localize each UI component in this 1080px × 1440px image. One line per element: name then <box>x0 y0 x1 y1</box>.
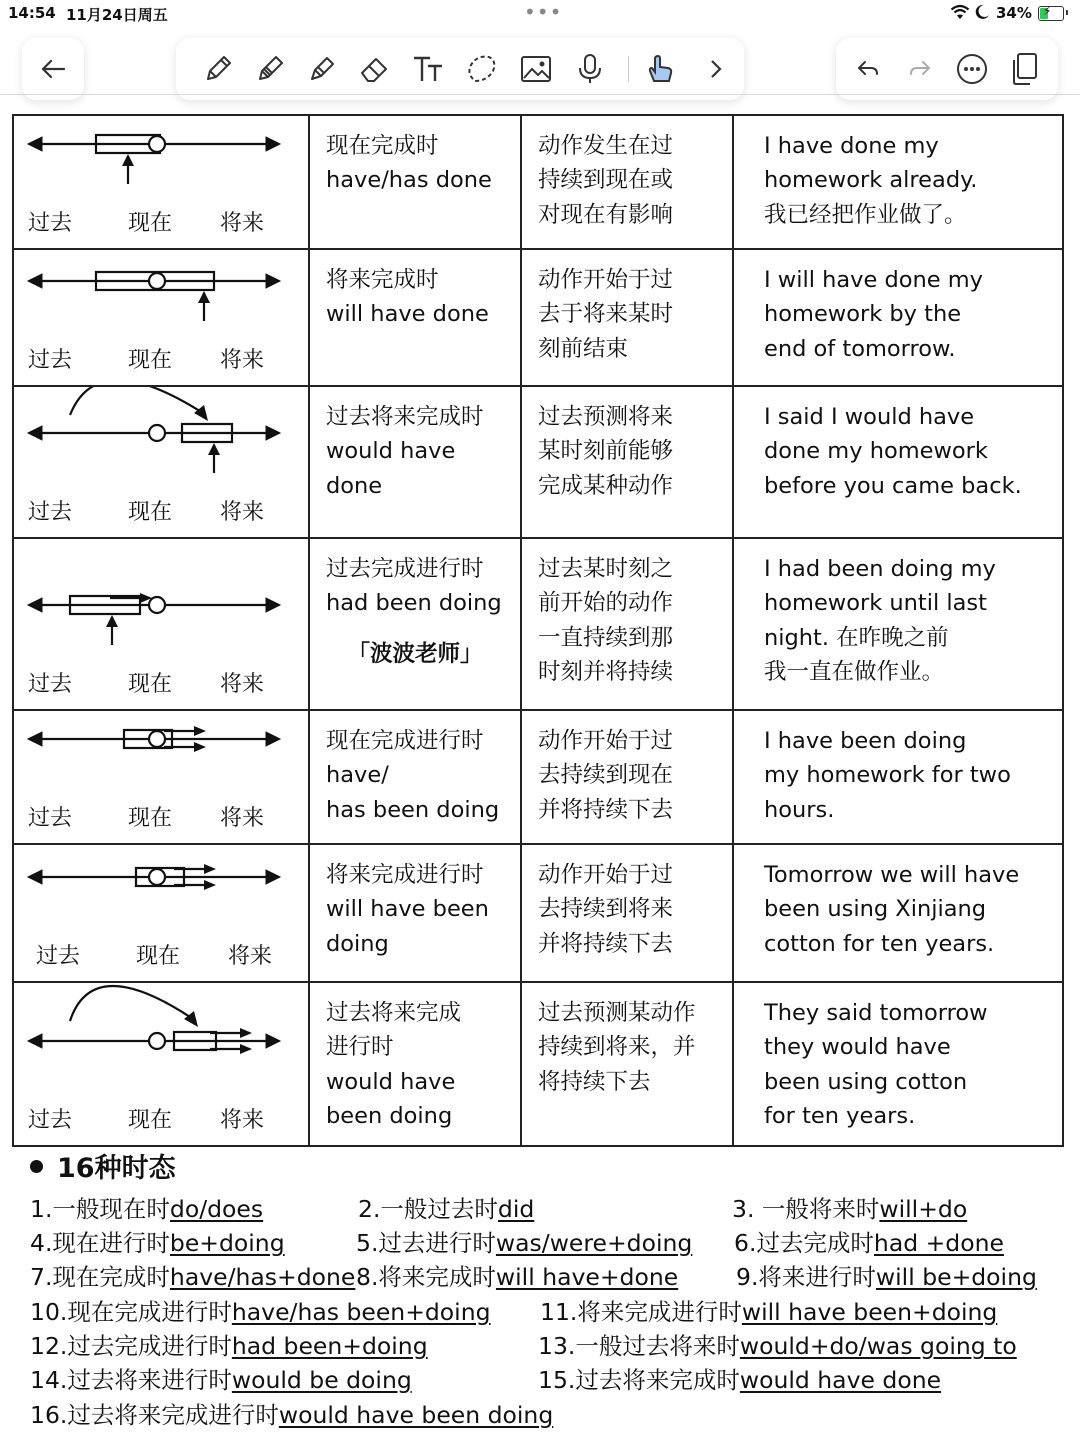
tense-summary-item <box>30 1327 428 1361</box>
timeline-cell <box>13 844 309 982</box>
tense-name-cell <box>309 844 521 982</box>
tense-row <box>13 538 1063 710</box>
timeline-labels <box>14 667 310 695</box>
tense-summary-label: 8.将来完成时 <box>356 1263 496 1291</box>
tense-meaning: 过去某时刻之 前开始的动作 一直持续到那 时刻并将持续 <box>538 556 674 686</box>
tense-summary-label: 15.过去将来完成时 <box>538 1366 740 1394</box>
tense-summary-label: 3. 一般将来时 <box>732 1195 880 1223</box>
back-arrow-icon[interactable] <box>31 47 75 91</box>
microphone-icon[interactable] <box>568 47 612 91</box>
timeline-labels <box>14 495 310 523</box>
tense-example: They said tomorrow they would have been using cotton for ten years. <box>764 1000 988 1130</box>
tense-row <box>13 386 1063 538</box>
tense-summary-item <box>356 1224 692 1258</box>
hand-touch-icon[interactable] <box>638 47 682 91</box>
tense-summary-item <box>734 1224 1004 1258</box>
tense-meaning: 动作开始于过 去于将来某时 刻前结束 <box>538 267 674 362</box>
tense-example-cell <box>733 386 1063 538</box>
tense-meaning-cell <box>521 249 733 386</box>
timeline-cell <box>13 249 309 386</box>
tense-summary-item <box>732 1190 967 1224</box>
multitask-dots-icon[interactable]: ••• <box>524 0 563 24</box>
tense-meaning: 过去预测将来 某时刻前能够 完成某种动作 <box>538 404 674 499</box>
tense-example: I have done my homework already. 我已经把作业做了。 <box>764 133 978 228</box>
timeline-label-future: 将来 <box>220 348 265 373</box>
timeline-label-present: 现在 <box>136 944 181 969</box>
tense-summary-formula: had +done <box>873 1229 1004 1257</box>
timeline-cell <box>13 386 309 538</box>
tense-meaning-cell <box>521 115 733 249</box>
timeline-label-future: 将来 <box>228 944 273 969</box>
tense-example: I have been doing my homework for two hours. <box>764 728 1011 823</box>
timeline-label-future: 将来 <box>220 211 265 236</box>
tense-summary-item <box>30 1190 263 1224</box>
tense-summary-formula: was/were+doing <box>495 1229 693 1257</box>
tense-summary-label: 12.过去完成进行时 <box>30 1332 232 1360</box>
tense-name-cell <box>309 982 521 1146</box>
tense-example: Tomorrow we will have been using Xinjiang cotton for ten years. <box>764 862 1020 957</box>
tense-example: I will have done my homework by the end of tomorrow. <box>764 267 983 362</box>
tense-name-cell <box>309 249 521 386</box>
timeline-cell <box>13 982 309 1146</box>
tense-name: 现在完成时 have/has done <box>326 133 492 194</box>
pen-icon[interactable] <box>196 47 240 91</box>
status-date: 11月24日周五 <box>66 6 168 24</box>
undo-icon[interactable] <box>846 47 890 91</box>
timeline-label-present: 现在 <box>128 500 173 525</box>
tense-summary-item <box>540 1293 997 1327</box>
timeline-label-future: 将来 <box>220 1108 265 1133</box>
tense-summary-label: 1.一般现在时 <box>30 1195 170 1223</box>
tense-summary-label: 13.一般过去将来时 <box>538 1332 740 1360</box>
tense-summary-item <box>538 1327 1017 1361</box>
redo-icon[interactable] <box>898 47 942 91</box>
tense-meaning-cell <box>521 844 733 982</box>
tense-summary-label: 11.将来完成进行时 <box>540 1298 742 1326</box>
toolbar-divider <box>0 94 1080 95</box>
tense-name-cell <box>309 538 521 710</box>
tense-name: 过去将来完成 进行时 would have been doing <box>326 1000 462 1130</box>
tool-toolbar <box>176 38 744 100</box>
timeline-label-past: 过去 <box>28 1108 73 1133</box>
tense-meaning-cell <box>521 386 733 538</box>
tense-summary-formula: would+do/was going to <box>739 1332 1017 1360</box>
timeline-label-future: 将来 <box>220 672 265 697</box>
tense-row <box>13 710 1063 844</box>
tense-example: I had been doing my homework until last night. 在昨晚之前 我一直在做作业。 <box>764 556 996 686</box>
pencil-icon[interactable] <box>248 47 292 91</box>
tense-example-cell <box>733 538 1063 710</box>
timeline-label-present: 现在 <box>128 672 173 697</box>
timeline-label-present: 现在 <box>128 211 173 236</box>
timeline-label-future: 将来 <box>220 806 265 831</box>
tense-row <box>13 249 1063 386</box>
tense-row <box>13 982 1063 1146</box>
timeline-label-past: 过去 <box>28 500 73 525</box>
tense-meaning-cell <box>521 982 733 1146</box>
tense-meaning: 过去预测某动作 持续到将来，并 将持续下去 <box>538 1000 696 1095</box>
battery-icon: ⚡ <box>1038 6 1064 21</box>
timeline-label-present: 现在 <box>128 806 173 831</box>
watermark-text: 「波波老师」 <box>347 640 483 667</box>
tense-example-cell <box>733 249 1063 386</box>
timeline-label-present: 现在 <box>128 348 173 373</box>
bullet-icon <box>30 1160 43 1173</box>
tense-name-cell <box>309 710 521 844</box>
tense-summary-item <box>736 1258 1037 1292</box>
status-time: 14:54 <box>8 4 56 22</box>
tense-summary-formula: would have been doing <box>278 1401 554 1429</box>
highlighter-icon[interactable] <box>300 47 344 91</box>
tense-summary-label: 10.现在完成进行时 <box>30 1298 232 1326</box>
tense-summary-label: 5.过去进行时 <box>356 1229 496 1257</box>
timeline-label-past: 过去 <box>28 806 73 831</box>
timeline-label-past: 过去 <box>28 672 73 697</box>
action-toolbar <box>836 38 1058 100</box>
timeline-labels <box>14 206 310 234</box>
tense-summary-formula: will+do <box>879 1195 968 1223</box>
tense-name: 现在完成进行时 have/ has been doing <box>326 728 500 823</box>
lasso-icon[interactable] <box>460 47 504 91</box>
timeline-cell <box>13 538 309 710</box>
tense-summary-item <box>30 1258 355 1292</box>
tense-meaning-cell <box>521 538 733 710</box>
text-icon[interactable] <box>406 47 450 91</box>
summary-heading <box>30 1146 176 1185</box>
tense-row <box>13 844 1063 982</box>
tense-summary-formula: would be doing <box>231 1366 412 1394</box>
tense-name-cell <box>309 115 521 249</box>
tense-table <box>12 114 1064 1147</box>
timeline-label-past: 过去 <box>28 211 73 236</box>
tense-summary-label: 14.过去将来进行时 <box>30 1366 232 1394</box>
timeline-labels <box>14 801 310 829</box>
tense-summary-formula: will have+done <box>495 1263 679 1291</box>
summary-heading-text: 16种时态 <box>57 1153 176 1184</box>
pages-icon[interactable] <box>1002 47 1046 91</box>
toolbar-separator <box>628 56 629 82</box>
tense-summary-formula: have/has+done <box>169 1263 356 1291</box>
timeline-cell <box>13 115 309 249</box>
tense-summary-formula: did <box>497 1195 535 1223</box>
tense-name: 将来完成进行时 will have been doing <box>326 862 489 957</box>
tense-summary-label: 6.过去完成时 <box>734 1229 874 1257</box>
timeline-labels <box>14 939 310 967</box>
moon-icon <box>974 4 990 20</box>
timeline-label-past: 过去 <box>28 348 73 373</box>
tense-summary-item <box>30 1293 491 1327</box>
tense-example-cell <box>733 982 1063 1146</box>
tense-example-cell <box>733 710 1063 844</box>
timeline-cell <box>13 710 309 844</box>
timeline-labels <box>14 343 310 371</box>
tense-summary-item <box>30 1361 412 1395</box>
tense-meaning: 动作发生在过 持续到现在或 对现在有影响 <box>538 133 674 228</box>
chevron-right-icon[interactable] <box>694 47 738 91</box>
tense-meaning: 动作开始于过 去持续到将来 并将持续下去 <box>538 862 674 957</box>
tense-name-cell <box>309 386 521 538</box>
tense-summary-formula: have/has been+doing <box>231 1298 491 1326</box>
tense-name: 将来完成时 will have done <box>326 267 489 328</box>
tense-example-cell <box>733 844 1063 982</box>
tense-summary-formula: would have done <box>739 1366 942 1394</box>
timeline-label-future: 将来 <box>220 500 265 525</box>
tense-summary-formula: had been+doing <box>231 1332 428 1360</box>
tense-row <box>13 115 1063 249</box>
tense-summary-label: 4.现在进行时 <box>30 1229 170 1257</box>
tense-summary-label: 9.将来进行时 <box>736 1263 876 1291</box>
eraser-icon[interactable] <box>352 47 396 91</box>
tense-summary-formula: will have been+doing <box>741 1298 998 1326</box>
tense-summary-item <box>358 1190 534 1224</box>
tense-name: 过去将来完成时 would have done <box>326 404 484 499</box>
wifi-icon <box>950 4 970 20</box>
tense-summary-label: 2.一般过去时 <box>358 1195 498 1223</box>
tense-name: 过去完成进行时 had been doing <box>326 556 502 617</box>
tense-summary-item <box>538 1361 941 1395</box>
tense-summary-formula: be+doing <box>169 1229 285 1257</box>
tense-summary-formula: will be+doing <box>875 1263 1037 1291</box>
status-bar <box>0 0 1080 28</box>
tense-summary-formula: do/does <box>169 1195 264 1223</box>
battery-percent: 34% <box>996 4 1032 22</box>
timeline-label-present: 现在 <box>128 1108 173 1133</box>
more-icon[interactable] <box>950 47 994 91</box>
image-icon[interactable] <box>514 47 558 91</box>
timeline-labels <box>14 1103 310 1131</box>
tense-summary-item <box>30 1396 553 1430</box>
tense-summary-label: 16.过去将来完成进行时 <box>30 1401 279 1429</box>
tense-example: I said I would have done my homework before you came back. <box>764 404 1022 499</box>
tense-meaning: 动作开始于过 去持续到现在 并将持续下去 <box>538 728 674 823</box>
tense-meaning-cell <box>521 710 733 844</box>
back-toolbar <box>22 38 84 100</box>
timeline-label-past: 过去 <box>36 944 81 969</box>
tense-summary-item <box>30 1224 285 1258</box>
tense-summary-label: 7.现在完成时 <box>30 1263 170 1291</box>
tense-example-cell <box>733 115 1063 249</box>
tense-summary-item <box>356 1258 678 1292</box>
